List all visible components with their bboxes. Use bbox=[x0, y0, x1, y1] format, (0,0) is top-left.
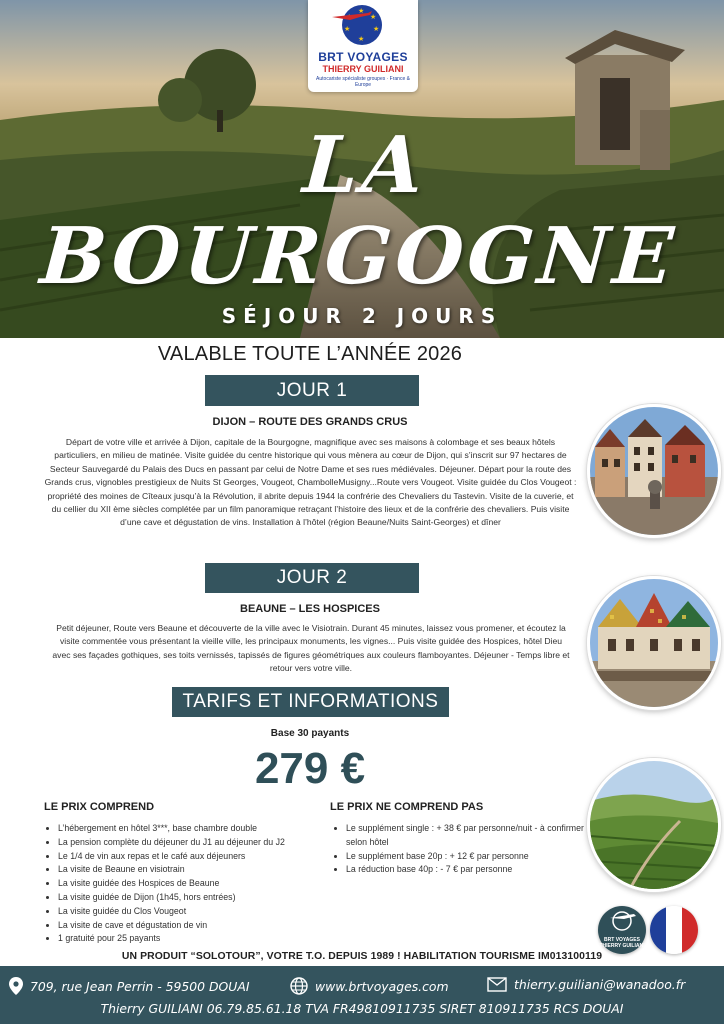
address-text: 709, rue Jean Perrin - 59500 DOUAI bbox=[30, 978, 250, 994]
hero-subtitle: SÉJOUR 2 JOURS bbox=[221, 304, 503, 328]
hero-title: LA BOURGOGNE bbox=[37, 120, 681, 302]
list-item: • La visite de Beaune en visiotrain bbox=[58, 863, 348, 877]
logo-owner: THIERRY GUILIANI bbox=[322, 64, 404, 74]
website-link[interactable]: www.brtvoyages.com bbox=[315, 978, 449, 994]
day1-title: DIJON – ROUTE DES GRANDS CRUS bbox=[212, 416, 408, 428]
list-item: • La visite guidée du Clos Vougeot bbox=[58, 905, 348, 919]
hospices-beaune-photo bbox=[587, 576, 721, 710]
list-item: • 1 gratuité pour 25 payants bbox=[58, 932, 348, 946]
footer bbox=[0, 966, 724, 1024]
day1-band: JOUR 1 bbox=[205, 375, 419, 406]
validity-line: VALABLE TOUTE L’ANNÉE 2026 bbox=[157, 343, 463, 365]
price: 279 € bbox=[254, 744, 366, 793]
list-item: • La réduction base 40p : - 7 € par personne bbox=[346, 863, 596, 877]
includes-list bbox=[44, 822, 348, 946]
list-item: • Le supplément base 20p : + 12 € par personne bbox=[346, 850, 596, 864]
list-item: • Le 1/4 de vin aux repas et le café aux déjeuners bbox=[58, 850, 348, 864]
mini-logo-owner: THIERRY GUILIANI bbox=[599, 943, 645, 949]
footer-address bbox=[9, 977, 249, 995]
excludes-list bbox=[332, 822, 596, 877]
product-line: UN PRODUIT “SOLOTOUR”, VOTRE T.O. DEPUIS 1989 ! HABILITATION TOURISME IM013100119 bbox=[121, 951, 603, 962]
includes-heading: LE PRIX COMPREND bbox=[44, 801, 155, 813]
pin-icon bbox=[9, 977, 23, 995]
brt-voyages-logo bbox=[308, 0, 418, 92]
list-item: • La visite guidée des Hospices de Beaune bbox=[58, 877, 348, 891]
footer-legal: Thierry GUILIANI 06.79.85.61.18 TVA FR49810911735 SIRET 810911735 RCS DOUAI bbox=[100, 1001, 624, 1016]
list-item: • La visite de cave et dégustation de vin bbox=[58, 919, 348, 933]
vineyard-photo bbox=[587, 758, 721, 892]
hero-banner bbox=[0, 0, 724, 338]
day2-title: BEAUNE – LES HOSPICES bbox=[240, 603, 380, 615]
globe-logo-icon: ★ ★ ★ ★ ★ bbox=[342, 5, 382, 45]
list-item: • L’hébergement en hôtel 3***, base chambre double bbox=[58, 822, 348, 836]
list-item: • La visite guidée de Dijon (1h45, hors entrées) bbox=[58, 891, 348, 905]
footer-email[interactable] bbox=[487, 977, 685, 992]
logo-brand: BRT VOYAGES bbox=[318, 50, 408, 64]
day2-description: Petit déjeuner, Route vers Beaune et découverte de la ville avec le Visiotrain. Durant 45 minutes, laissez vous promener, et écoutez la visite commentée vous présentant la vieille ville, les principaux monuments, les vignes... Puis visite guidée des Hospices, hôtel Dieu avec ses façades gothiques, ses toits vernissés, tapissés de figures géométriques aux couleurs flamboyantes. Déjeuner - Temps libre et retour vers votre ville. bbox=[52, 623, 570, 674]
brt-mini-logo bbox=[598, 906, 646, 954]
footer-website[interactable] bbox=[290, 977, 449, 995]
list-item: • La pension complète du déjeuner du J1 au déjeuner du J2 bbox=[58, 836, 348, 850]
plane-icon bbox=[330, 8, 374, 22]
base-payants: Base 30 payants bbox=[270, 728, 350, 739]
excludes-heading: LE PRIX NE COMPREND PAS bbox=[330, 801, 484, 813]
globe-icon bbox=[290, 977, 308, 995]
mail-icon bbox=[487, 977, 507, 992]
list-item: • Le supplément single : + 38 € par personne/nuit - à confirmer selon hôtel bbox=[346, 822, 596, 850]
dijon-photo bbox=[587, 404, 721, 538]
day2-band: JOUR 2 bbox=[205, 563, 419, 593]
french-flag-icon bbox=[650, 906, 698, 954]
tarifs-band: TARIFS ET INFORMATIONS bbox=[172, 687, 449, 717]
globe-plane-icon bbox=[598, 906, 646, 932]
day1-description: Départ de votre ville et arrivée à Dijon, capitale de la Bourgogne, magnifique avec ses maisons à colombage et ses beaux hôtels particuliers, en milieu de matinée. Visite guidée du centre historique qui vous mènera au cœur de Dijon, qui s’inscrit sur 97 hectares de Secteur Sauvegardé du Palais des Ducs en passant par celui de Notre Dame et ses rues médiévales. Déjeuner. Départ pour la route des Grands crus, vignobles prestigieux de Nuits St Georges, Vougeot, ChambolleMusigny...Route vers Vougeot. Visite guidée du Clos Vougeot : propriété des moines de Cîteaux jusqu’à la Révolution, il abrite depuis 1944 la confrérie des Chevaliers du Tastevin. Visite de la cuverie, et du cellier du XII ème siècles complétée par un film panoramique retraçant l’histoire des lieux et de la confrérie des chevaliers. Puis visite d’une cave et dégustation de vins. Installation à l’hôtel (région Beaune/Nuits Saint-Georges) et dîner bbox=[44, 437, 577, 528]
mini-logo-brand: BRT VOYAGES bbox=[604, 937, 640, 943]
email-link[interactable]: thierry.guiliani@wanadoo.fr bbox=[514, 977, 686, 992]
logo-tagline: Autocariste spécialiste groupes · France & Europe bbox=[316, 76, 410, 88]
